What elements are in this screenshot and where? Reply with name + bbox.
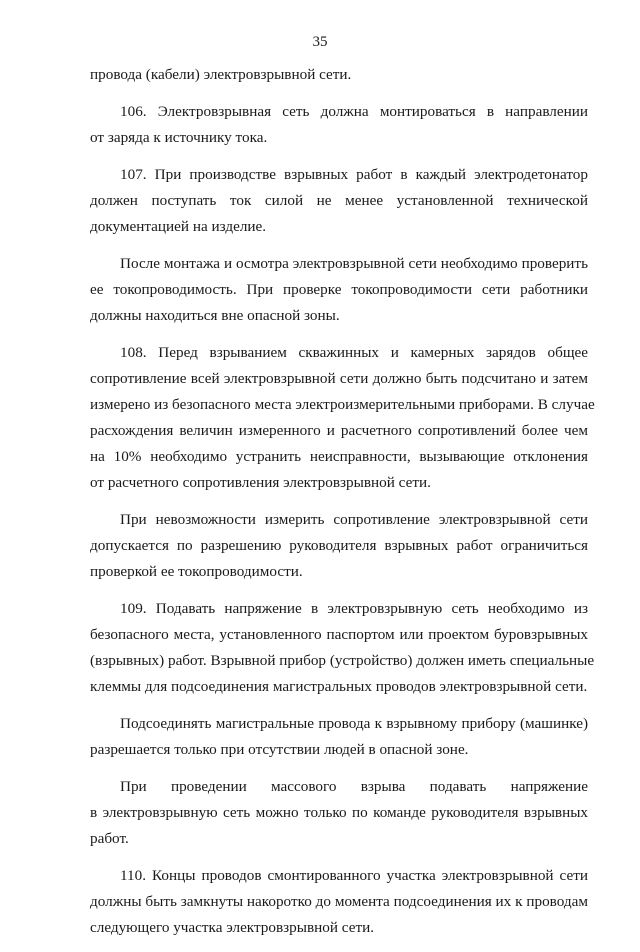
paragraph-107-continued	[90, 251, 588, 329]
text-line: ее токопроводимость. При проверке токопроводимости сети работники	[90, 281, 588, 298]
text-line: должны находиться вне опасной зоны.	[90, 307, 340, 324]
paragraph-continuation	[90, 62, 588, 88]
text-line: работ.	[90, 830, 129, 847]
text-line: безопасного места, установленного паспортом или проектом буровзрывных	[90, 626, 588, 643]
text-line: После монтажа и осмотра электровзрывной сети необходимо проверить	[120, 255, 588, 272]
text-line: документацией на изделие.	[90, 218, 267, 235]
text-line: от расчетного сопротивления электровзрывной сети.	[90, 474, 431, 491]
paragraph-108	[90, 340, 595, 496]
text-line: 108. Перед взрыванием скважинных и камерных зарядов общее	[120, 344, 588, 361]
text-line: на 10% необходимо устранить неисправности, вызывающие отклонения	[90, 448, 588, 465]
paragraph-109-continued-2	[90, 774, 588, 852]
paragraph-106	[90, 99, 588, 151]
document-body	[90, 62, 595, 952]
paragraph-109	[90, 596, 595, 700]
text-line: Подсоединять магистральные провода к взрывному прибору (машинке)	[120, 715, 588, 732]
text-line: разрешается только при отсутствии людей в опасной зоне.	[90, 741, 469, 758]
text-line: 109. Подавать напряжение в электровзрывную сеть необходимо из	[120, 600, 588, 617]
text-line: в электровзрывную сеть можно только по команде руководителя взрывных	[90, 804, 588, 821]
text-line: клеммы для подсоединения магистральных проводов электровзрывной сети.	[90, 678, 588, 695]
text-line: 106. Электровзрывная сеть должна монтироваться в направлении	[120, 103, 588, 120]
text-line: (взрывных) работ. Взрывной прибор (устройство) должен иметь специальные	[90, 652, 595, 669]
text-line: допускается по разрешению руководителя взрывных работ ограничиться	[90, 537, 588, 554]
paragraph-107	[90, 162, 588, 240]
text-line: расхождения величин измеренного и расчетного сопротивлений более чем	[90, 422, 588, 439]
text-line: 107. При производстве взрывных работ в каждый электродетонатор	[120, 166, 588, 183]
text-line: 110. Концы проводов смонтированного участка электровзрывной сети	[120, 867, 588, 884]
paragraph-108-continued	[90, 507, 588, 585]
text-line: сопротивление всей электровзрывной сети должно быть подсчитано и затем	[90, 370, 588, 387]
text-line: следующего участка электровзрывной сети.	[90, 919, 375, 936]
text-line: должны быть замкнуты накоротко до момента подсоединения их к проводам	[90, 893, 588, 910]
paragraph-110	[90, 863, 588, 941]
text-line: должен поступать ток силой не менее установленной технической	[90, 192, 588, 209]
text-line: проверкой ее токопроводимости.	[90, 563, 303, 580]
text-line: измерено из безопасного места электроизмерительными приборами. В случае	[90, 396, 595, 413]
text-line: При невозможности измерить сопротивление электровзрывной сети	[120, 511, 588, 528]
paragraph-109-continued	[90, 711, 588, 763]
text-line: от заряда к источнику тока.	[90, 129, 268, 146]
page-number: 35	[312, 34, 328, 50]
text-line: При проведении массового взрыва подавать напряжение	[120, 778, 588, 795]
text-line: провода (кабели) электровзрывной сети.	[90, 66, 352, 83]
